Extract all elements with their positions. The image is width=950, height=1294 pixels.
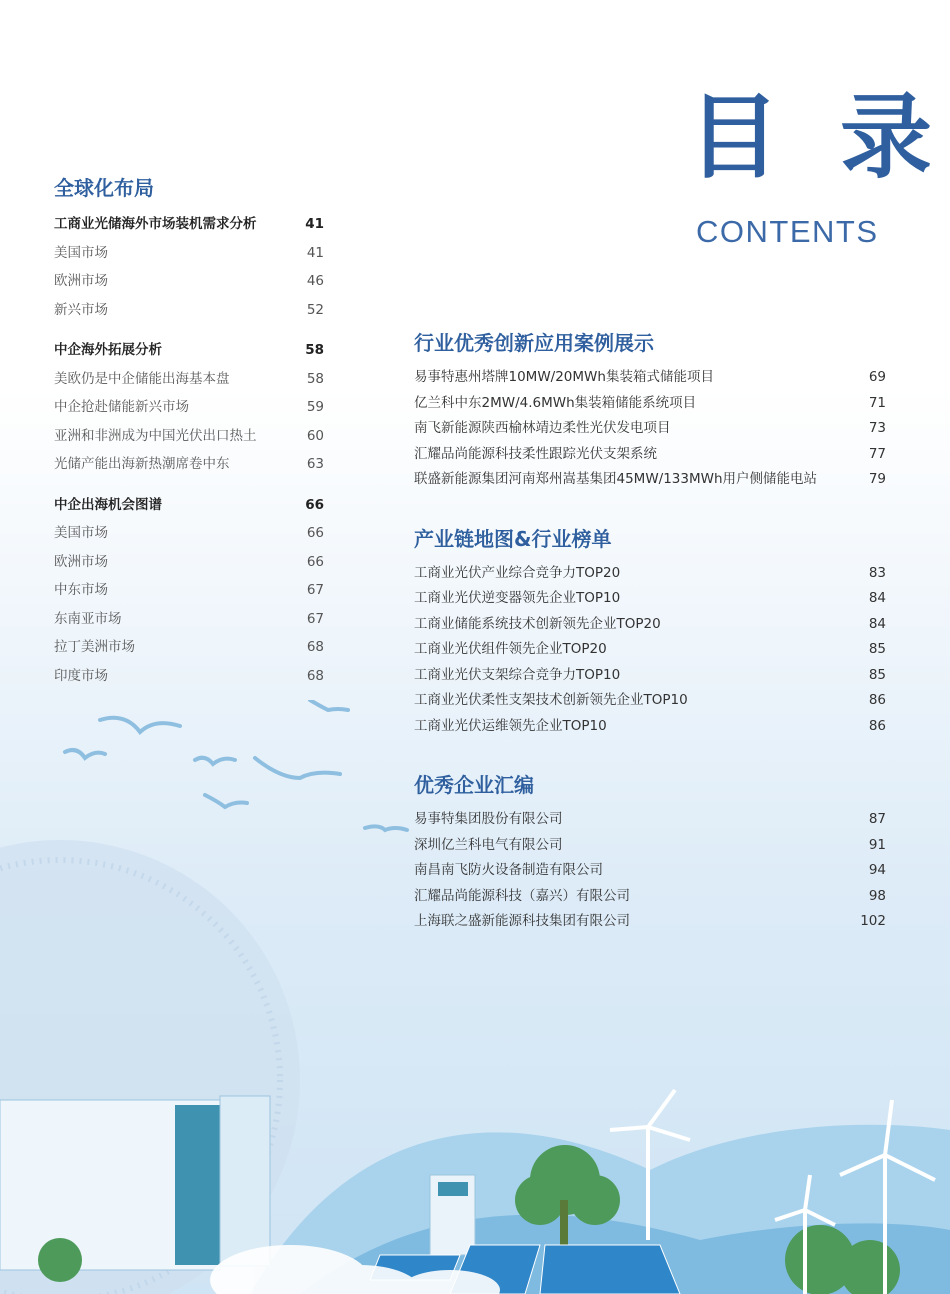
toc-entry-label: 上海联之盛新能源科技集团有限公司 (414, 913, 630, 929)
toc-entry[interactable] (414, 688, 886, 714)
toc-entry-page: 66 (306, 525, 324, 541)
toc-entry-page: 41 (305, 216, 324, 232)
toc-entry-label: 工商业光伏逆变器领先企业TOP10 (414, 590, 621, 606)
toc-entry[interactable] (54, 450, 324, 479)
toc-entry-page: 102 (860, 913, 886, 929)
toc-entry[interactable] (54, 519, 324, 548)
toc-entry-label: 工商业储能系统技术创新领先企业TOP20 (414, 615, 661, 632)
title-en: CONTENTS (696, 214, 879, 249)
toc-entry[interactable] (414, 663, 886, 689)
toc-entry[interactable] (54, 422, 324, 451)
toc-entry[interactable] (414, 365, 886, 391)
toc-entry-page: 63 (306, 456, 324, 472)
toc-entry[interactable] (414, 467, 886, 493)
toc-entry-label: 欧洲市场 (54, 273, 108, 289)
toc-section (414, 769, 886, 935)
toc-entry-label: 亚洲和非洲成为中国光伏出口热土 (54, 427, 257, 444)
toc-entry[interactable] (54, 393, 324, 422)
toc-entry-label: 汇耀品尚能源科技柔性跟踪光伏支架系统 (414, 445, 657, 462)
section-heading: 产业链地图&行业榜单 (414, 526, 612, 551)
title-cn: 目 录 (688, 84, 947, 191)
toc-entry-page: 87 (868, 811, 886, 827)
toc-entry-label: 中东市场 (54, 582, 108, 598)
toc-entry-page: 86 (868, 692, 886, 708)
toc-entry[interactable] (414, 909, 886, 935)
toc-entry-page: 84 (868, 590, 886, 606)
toc-entry-label: 中企抢赴储能新兴市场 (54, 399, 189, 415)
toc-entry-label: 拉丁美洲市场 (54, 639, 135, 655)
toc-entry-label: 亿兰科中东2MW/4.6MWh集装箱储能系统项目 (414, 394, 697, 411)
toc-entry-page: 98 (868, 887, 886, 904)
section-heading: 行业优秀创新应用案例展示 (414, 331, 654, 355)
toc-entry[interactable] (54, 491, 324, 520)
toc-entry-label: 美国市场 (54, 525, 108, 541)
toc-entry-label: 东南亚市场 (54, 610, 122, 627)
toc-entry-page: 59 (306, 399, 324, 415)
toc-entry[interactable] (54, 239, 324, 268)
toc-left-column (54, 172, 324, 702)
toc-entry-label: 易事特惠州塔牌10MW/20MWh集装箱式储能项目 (414, 369, 714, 385)
toc-entry[interactable] (414, 391, 886, 417)
toc-entry-label: 易事特集团股份有限公司 (414, 811, 563, 827)
toc-entry-page: 46 (306, 273, 324, 289)
toc-entry-page: 85 (868, 666, 886, 683)
toc-entry-page: 66 (306, 553, 324, 570)
toc-entry-page: 68 (306, 639, 324, 655)
toc-group (54, 491, 324, 691)
toc-entry-label: 工商业光伏组件领先企业TOP20 (414, 641, 607, 657)
toc-entry[interactable] (414, 612, 886, 638)
toc-entry[interactable] (54, 633, 324, 662)
toc-entry-page: 58 (305, 342, 324, 358)
toc-entry-page: 84 (868, 615, 886, 632)
toc-entry-label: 工商业光伏产业综合竞争力TOP20 (414, 564, 621, 581)
toc-entry[interactable] (54, 662, 324, 691)
toc-entry-page: 91 (868, 836, 886, 853)
toc-entry-label: 美国市场 (54, 244, 108, 261)
toc-entry[interactable] (414, 442, 886, 468)
toc-entry[interactable] (414, 637, 886, 663)
toc-right-column (414, 327, 886, 965)
toc-entry-label: 南昌南飞防火设备制造有限公司 (414, 862, 603, 878)
toc-entry[interactable] (414, 807, 886, 833)
toc-entry-page: 77 (868, 445, 886, 462)
toc-entry-label: 光储产能出海新热潮席卷中东 (54, 456, 230, 472)
toc-entry-label: 深圳亿兰科电气有限公司 (414, 836, 563, 853)
section-heading: 优秀企业汇编 (414, 773, 534, 797)
toc-entry-page: 73 (868, 420, 886, 436)
toc-entry-label: 工商业光伏运维领先企业TOP10 (414, 717, 607, 734)
toc-entry-page: 79 (868, 471, 886, 487)
toc-entry-label: 中企海外拓展分析 (54, 342, 162, 358)
toc-entry[interactable] (414, 884, 886, 910)
toc-entry[interactable] (54, 267, 324, 296)
toc-group (54, 210, 324, 324)
toc-entry[interactable] (54, 296, 324, 325)
toc-entry-label: 汇耀品尚能源科技（嘉兴）有限公司 (414, 887, 630, 904)
toc-entry[interactable] (414, 833, 886, 859)
toc-entry-page: 66 (305, 496, 324, 513)
toc-entry[interactable] (414, 858, 886, 884)
toc-entry[interactable] (54, 210, 324, 239)
toc-entry-label: 联盛新能源集团河南郑州嵩基集团45MW/133MWh用户侧储能电站 (414, 471, 818, 487)
toc-entry[interactable] (54, 365, 324, 394)
toc-entry[interactable] (54, 605, 324, 634)
toc-entry-page: 86 (868, 717, 886, 734)
toc-entry-label: 南飞新能源陕西榆林靖边柔性光伏发电项目 (414, 420, 671, 436)
toc-entry-page: 52 (306, 301, 324, 318)
toc-entry[interactable] (414, 561, 886, 587)
toc-entry-page: 94 (868, 862, 886, 878)
toc-entry-page: 69 (868, 369, 886, 385)
toc-entry-label: 中企出海机会图谱 (54, 496, 162, 513)
toc-section (414, 327, 886, 493)
toc-entry-label: 美欧仍是中企储能出海基本盘 (54, 370, 230, 387)
toc-entry-page: 60 (306, 427, 324, 444)
birds-icon (65, 700, 407, 830)
toc-entry[interactable] (414, 416, 886, 442)
toc-entry[interactable] (54, 548, 324, 577)
toc-entry-page: 41 (306, 244, 324, 261)
toc-entry[interactable] (54, 336, 324, 365)
toc-section (414, 523, 886, 740)
toc-entry-label: 印度市场 (54, 667, 108, 684)
toc-entry[interactable] (414, 714, 886, 740)
toc-entry-page: 71 (868, 394, 886, 411)
toc-entry-label: 欧洲市场 (54, 553, 108, 570)
toc-entry[interactable] (54, 576, 324, 605)
toc-entry-page: 67 (306, 582, 324, 598)
toc-entry[interactable] (414, 586, 886, 612)
toc-entry-page: 83 (868, 564, 886, 581)
toc-entry-page: 67 (306, 610, 324, 627)
toc-entry-label: 工商业光储海外市场装机需求分析 (54, 216, 257, 232)
section-heading: 全球化布局 (54, 176, 154, 200)
toc-entry-page: 85 (868, 641, 886, 657)
toc-entry-page: 58 (306, 370, 324, 387)
toc-group (54, 336, 324, 479)
toc-entry-page: 68 (306, 667, 324, 684)
toc-entry-label: 工商业光伏支架综合竞争力TOP10 (414, 666, 621, 683)
toc-entry-label: 工商业光伏柔性支架技术创新领先企业TOP10 (414, 692, 688, 708)
toc-entry-label: 新兴市场 (54, 301, 108, 318)
